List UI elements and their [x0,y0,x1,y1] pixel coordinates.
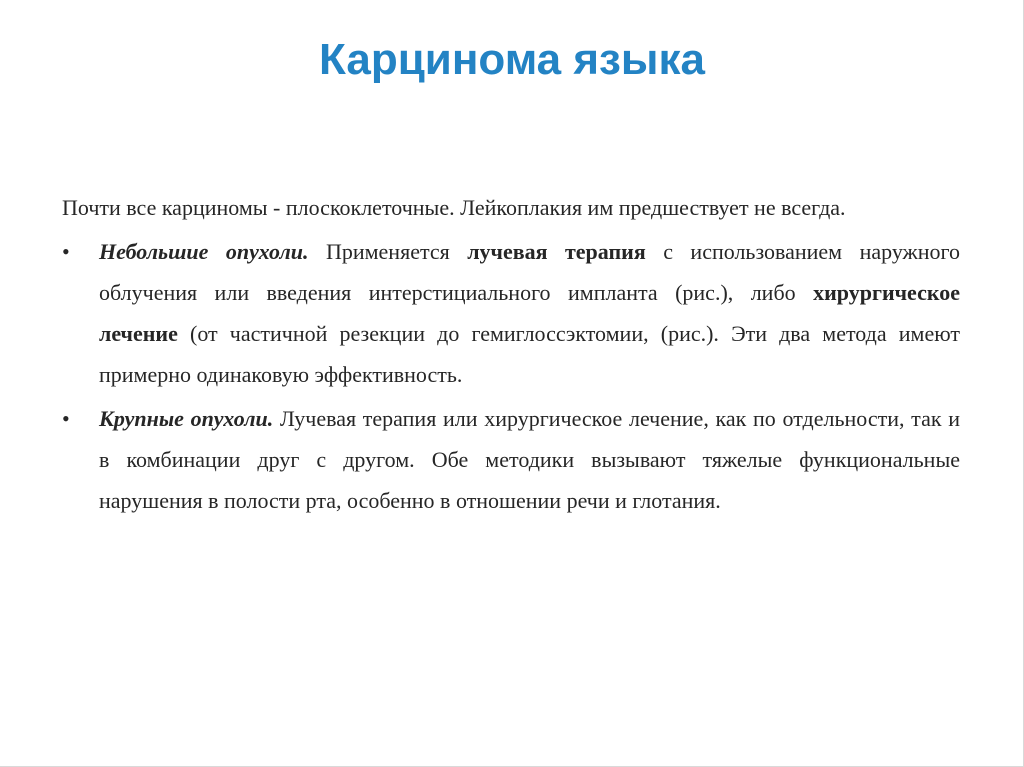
bullet-lead: Небольшие опухоли. [99,239,309,264]
bullet-text: (от частичной резекции до гемиглоссэктомии, (рис.). Эти два метода имеют примерно одинаковую эффективность. [99,321,960,387]
bullet-text: Лучевая терапия или хирургическое лечение, как по отдельности, так и в комбинации друг с другом. Обе методики вызывают тяжелые функциональные нарушения в полости рта, особенно в отношении речи и глотания. [99,406,960,513]
intro-paragraph: Почти все карциномы - плоскоклеточные. Лейкоплакия им предшествует не всегда. [62,195,846,220]
bullet-text: с использованием наружного облучения или введения интерстициального импланта (рис.), либо [99,239,960,305]
bullet-emphasis: хирургическое лечение [99,280,960,346]
bullet-item-small-tumors [62,231,960,395]
bullet-emphasis: лучевая терапия [467,239,646,264]
bullet-text: Применяется [308,239,468,264]
bullet-item-large-tumors [62,398,960,521]
bullet-list [62,231,960,521]
bullet-lead: Крупные опухоли. [99,406,274,431]
slide-content [62,187,960,521]
slide-title: Карцинома языка [319,35,705,84]
bullet-marker: • [62,239,70,264]
bullet-marker: • [62,406,70,431]
